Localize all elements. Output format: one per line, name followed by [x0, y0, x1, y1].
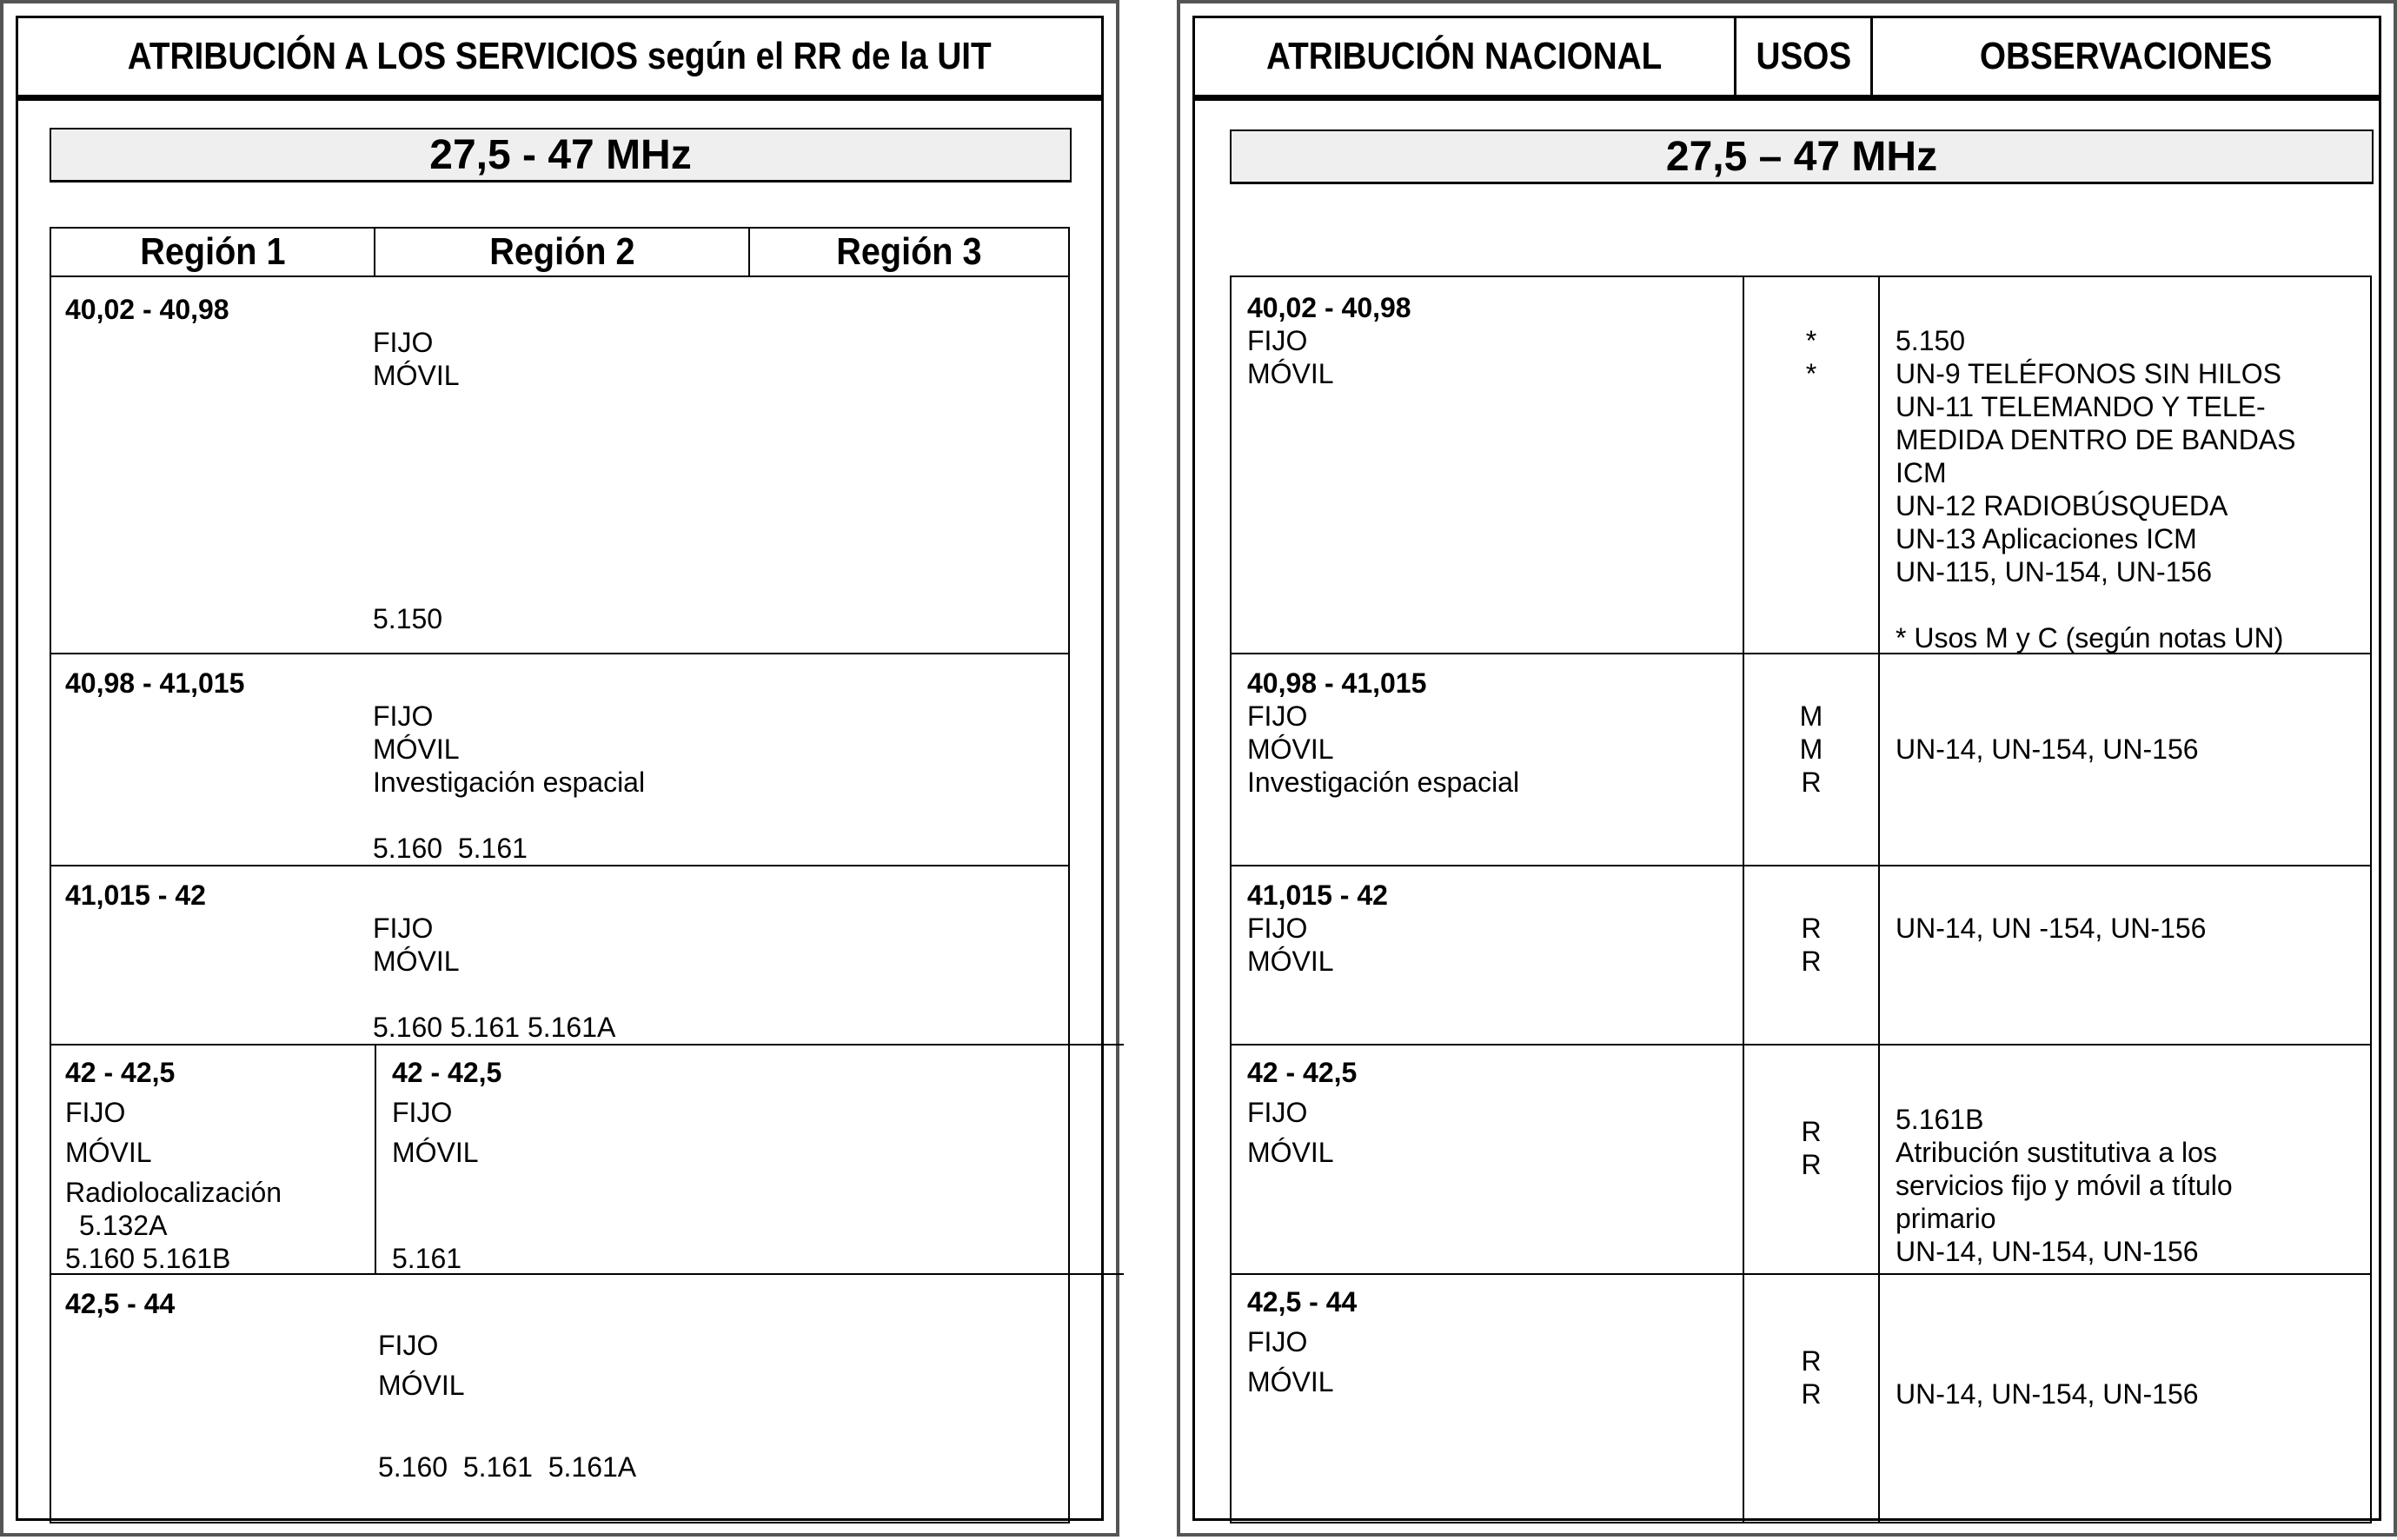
observation-line: UN-11 TELEMANDO Y TELE-	[1896, 391, 2266, 422]
service-label: MÓVIL	[1247, 358, 1334, 389]
uso-label: R	[1801, 1345, 1822, 1377]
header-observaciones: OBSERVACIONES	[1979, 35, 2273, 77]
service-label: MÓVIL	[65, 1137, 152, 1168]
uso-label: M	[1799, 733, 1823, 765]
service-label: MÓVIL	[373, 946, 460, 977]
right-table	[1230, 275, 2372, 1523]
observation-line: ICM	[1896, 457, 1947, 488]
uso-label: *	[1805, 358, 1817, 389]
left-row-40-98	[50, 653, 1070, 866]
observation-line: 5.161B	[1896, 1104, 1984, 1135]
range-label: 41,015 - 42	[1247, 880, 1388, 911]
left-row-42-5	[50, 1273, 1070, 1523]
range-label: 40,02 - 40,98	[65, 294, 229, 325]
column-divider	[1743, 275, 1744, 1523]
service-label: MÓVIL	[1247, 1366, 1334, 1397]
observation-line: UN-12 RADIOBÚSQUEDA	[1896, 490, 2228, 521]
observation-line: UN-13 Aplicaciones ICM	[1896, 523, 2197, 554]
observation-line: MEDIDA DENTRO DE BANDAS	[1896, 424, 2296, 455]
range-label: 42 - 42,5	[392, 1057, 502, 1088]
region-1-header: Región 1	[50, 227, 375, 277]
uso-label: R	[1801, 767, 1822, 798]
uso-label: R	[1801, 946, 1822, 977]
right-band-title: 27,5 – 47 MHz	[1230, 129, 2374, 184]
observation-line: UN-14, UN-154, UN-156	[1896, 1236, 2199, 1267]
region-2-header: Región 2	[374, 227, 750, 277]
service-label: FIJO	[1247, 1326, 1308, 1357]
service-label: MÓVIL	[1247, 1137, 1334, 1168]
service-label: FIJO	[373, 700, 434, 732]
header-usos: USOS	[1756, 35, 1851, 77]
footnote-label: 5.150	[373, 603, 443, 634]
column-divider	[1878, 275, 1880, 1523]
service-label: FIJO	[1247, 700, 1308, 732]
uso-label: R	[1801, 1378, 1822, 1410]
footnote-label: 5.160 5.161	[373, 833, 528, 864]
row-divider	[1230, 865, 2372, 866]
observation-line: UN-9 TELÉFONOS SIN HILOS	[1896, 358, 2281, 389]
uso-label: R	[1801, 1149, 1822, 1180]
row-divider	[1230, 1044, 2372, 1045]
region-3-header: Región 3	[748, 227, 1070, 277]
uso-label: R	[1801, 1116, 1822, 1147]
observation-line: Atribución sustitutiva a los	[1896, 1137, 2217, 1168]
observation-line: servicios fijo y móvil a título	[1896, 1170, 2233, 1201]
footnote-label: 5.132A	[79, 1210, 168, 1241]
left-row-40-02	[50, 275, 1070, 654]
left-panel	[0, 0, 1119, 1537]
observation-line: UN-14, UN -154, UN-156	[1896, 913, 2207, 944]
range-label: 42 - 42,5	[65, 1057, 176, 1088]
right-header	[1195, 18, 2379, 101]
service-label: MÓVIL	[1247, 946, 1334, 977]
observation-line: * Usos M y C (según notas UN)	[1896, 622, 2284, 654]
service-label: FIJO	[373, 913, 434, 944]
footnote-label: 5.160 5.161B	[65, 1243, 231, 1274]
observation-line: 5.150	[1896, 325, 1966, 356]
service-label: MÓVIL	[373, 360, 460, 391]
observation-line: UN-115, UN-154, UN-156	[1896, 556, 2212, 587]
observation-line: primario	[1896, 1203, 1996, 1234]
service-label: FIJO	[1247, 913, 1308, 944]
range-label: 40,02 - 40,98	[1247, 292, 1411, 323]
footnote-label: 5.161	[392, 1243, 462, 1274]
header-atribucion-nacional: ATRIBUCIÓN NACIONAL	[1266, 35, 1663, 77]
service-label: MÓVIL	[1247, 733, 1334, 765]
observation-line: UN-14, UN-154, UN-156	[1896, 1378, 2199, 1410]
row-divider	[1230, 1273, 2372, 1275]
service-label: FIJO	[1247, 1097, 1308, 1128]
left-band-title: 27,5 - 47 MHz	[50, 128, 1072, 183]
column-divider	[1068, 1044, 1070, 1275]
observation-line: UN-14, UN-154, UN-156	[1896, 733, 2199, 765]
left-row-42-region1	[50, 1044, 376, 1275]
service-label: MÓVIL	[373, 733, 460, 765]
left-header: ATRIBUCIÓN A LOS SERVICIOS según el RR de la UIT	[18, 18, 1101, 101]
right-panel	[1177, 0, 2397, 1537]
right-panel-frame	[1192, 16, 2381, 1521]
range-label: 42,5 - 44	[1247, 1286, 1358, 1318]
service-label: FIJO	[373, 327, 434, 358]
range-label: 40,98 - 41,015	[65, 667, 245, 699]
left-panel-frame	[16, 16, 1104, 1521]
service-label: FIJO	[65, 1097, 126, 1128]
range-label: 40,98 - 41,015	[1247, 667, 1427, 699]
service-label: Radiolocalización	[65, 1177, 282, 1208]
range-label: 42,5 - 44	[65, 1288, 176, 1319]
uso-label: R	[1801, 913, 1822, 944]
uso-label: *	[1805, 325, 1817, 356]
range-label: 42 - 42,5	[1247, 1057, 1358, 1088]
service-label: FIJO	[392, 1097, 453, 1128]
service-label: Investigación espacial	[373, 767, 646, 798]
service-label: MÓVIL	[378, 1370, 465, 1401]
service-label: FIJO	[1247, 325, 1308, 356]
service-label: FIJO	[378, 1330, 439, 1361]
uso-label: M	[1799, 700, 1823, 732]
service-label: Investigación espacial	[1247, 767, 1520, 798]
left-row-41-015	[50, 865, 1070, 1045]
footnote-label: 5.160 5.161 5.161A	[378, 1451, 637, 1483]
left-row-42-region23	[375, 1044, 1124, 1275]
range-label: 41,015 - 42	[65, 880, 206, 911]
service-label: MÓVIL	[392, 1137, 479, 1168]
footnote-label: 5.160 5.161 5.161A	[373, 1012, 616, 1043]
